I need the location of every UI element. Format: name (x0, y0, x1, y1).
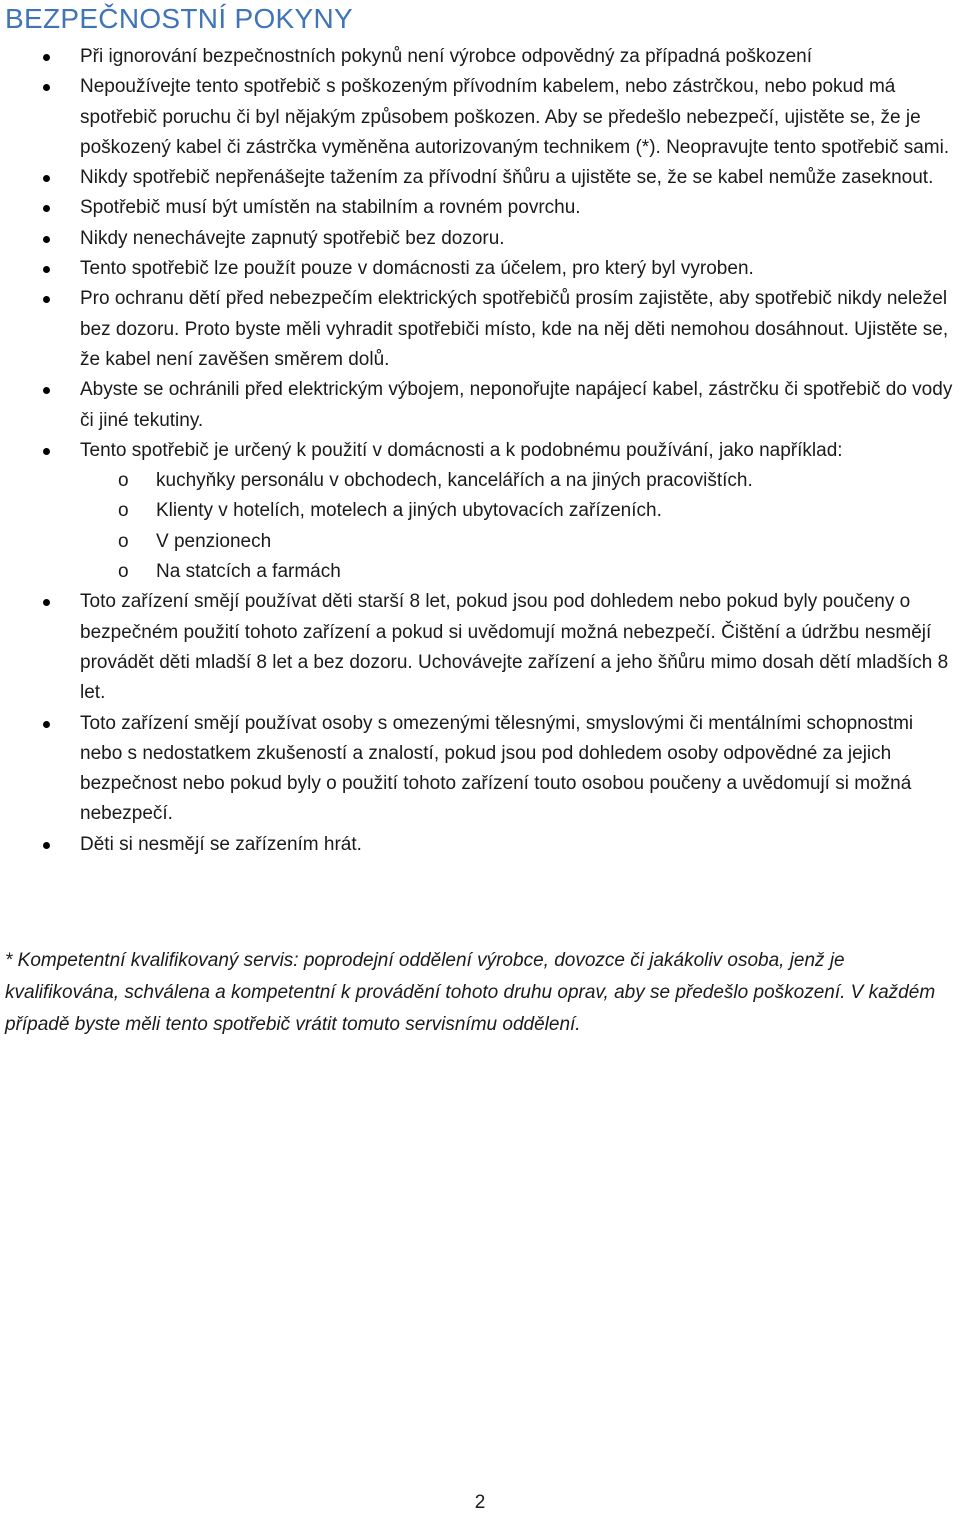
list-item-text: Pro ochranu dětí před nebezpečím elektrických spotřebičů prosím zajistěte, aby spotřebič nikdy neležel bez dozoru. Proto byste měli vyhradit spotřebiči místo, kde na něj děti nemohou dosáhnout. Ujistěte se, že kabel není zavěšen směrem dolů. (80, 288, 949, 370)
bullet-icon (43, 205, 50, 212)
usage-examples-sublist (80, 466, 956, 587)
page-title: BEZPEČNOSTNÍ POKYNY (5, 3, 353, 34)
list-item (0, 193, 960, 223)
sublist-item (80, 557, 956, 587)
bullet-icon (43, 448, 50, 455)
sublist-item-text: Klienty v hotelích, motelech a jiných ubytovacích zařízeních. (156, 500, 662, 522)
list-item-text: Tento spotřebič je určený k použití v domácnosti a k podobnému používání, jako například: (80, 439, 843, 461)
list-item-text: Toto zařízení smějí používat děti starší 8 let, pokud jsou pod dohledem nebo pokud byly poučeny o bezpečném použití tohoto zařízení a pokud si uvědomují možná nebezpečí. Čištění a údržbu nesmějí provádět děti mladší 8 let a bez dozoru. Uchovávejte zařízení a jeho šňůru mimo dosah dětí mladších 8 let. (80, 591, 949, 704)
circle-bullet-icon: o (118, 470, 129, 492)
sublist-item-text: Na statcích a farmách (156, 561, 341, 583)
sublist-item-text: V penzionech (156, 530, 272, 552)
bullet-icon (43, 175, 50, 182)
list-item-text: Toto zařízení smějí používat osoby s omezenými tělesnými, smyslovými či mentálními schopnostmi nebo s nedostatkem zkušeností a znalostí, pokud jsou pod dohledem osoby odpovědné za jejich bezpečnost nebo pokud byly o použití tohoto zařízení touto osobou poučeny a uvědomují si možná nebezpečí. (80, 712, 914, 825)
page-number: 2 (474, 1492, 486, 1513)
sublist-item (80, 527, 956, 557)
list-item (0, 830, 960, 860)
list-item (0, 163, 960, 193)
bullet-icon (43, 842, 50, 849)
list-item-text: Tento spotřebič lze použít pouze v domácnosti za účelem, pro který byl vyroben. (80, 258, 754, 280)
list-item-text: Nikdy spotřebič nepřenášejte tažením za přívodní šňůru a ujistěte se, že se kabel nemůže zaseknout. (80, 167, 934, 189)
bullet-icon (43, 387, 50, 394)
list-item (0, 587, 960, 708)
list-item (0, 709, 960, 830)
list-item (0, 375, 960, 436)
bullet-icon (43, 721, 50, 728)
bullet-icon (43, 54, 50, 61)
list-item-text: Děti si nesmějí se zařízením hrát. (80, 833, 362, 855)
list-item-text: Abyste se ochránili před elektrickým výbojem, neponořujte napájecí kabel, zástrčku či spotřebič do vody či jiné tekutiny. (80, 379, 953, 431)
circle-bullet-icon: o (118, 530, 129, 552)
sublist-item-text: kuchyňky personálu v obchodech, kancelářích a na jiných pracovištích. (156, 470, 753, 492)
list-item (0, 42, 960, 72)
bullet-icon (43, 599, 50, 606)
bullet-icon (43, 266, 50, 273)
list-item (0, 72, 960, 163)
bullet-icon (43, 296, 50, 303)
safety-instructions-list (0, 42, 960, 860)
bullet-icon (43, 84, 50, 91)
list-item-text: Při ignorování bezpečnostních pokynů není výrobce odpovědný za případná poškození (80, 46, 812, 67)
list-item (0, 284, 960, 375)
sublist-item (80, 466, 956, 496)
list-item (0, 224, 960, 254)
circle-bullet-icon: o (118, 500, 129, 522)
list-item-text: Spotřebič musí být umístěn na stabilním a rovném povrchu. (80, 197, 581, 219)
sublist-item (80, 496, 956, 526)
list-item-text: Nepoužívejte tento spotřebič s poškozeným přívodním kabelem, nebo zástrčkou, nebo pokud má spotřebič poruchu či byl nějakým způsobem poškozen. Aby se předešlo nebezpečí, ujistěte se, že je poškozený kabel či zástrčka vyměněna autorizovaným technikem (*). Neopravujte tento spotřebič sami. (80, 76, 950, 158)
list-item-text: Nikdy nenechávejte zapnutý spotřebič bez dozoru. (80, 227, 505, 249)
circle-bullet-icon: o (118, 561, 129, 583)
bullet-icon (43, 236, 50, 243)
list-item (0, 254, 960, 284)
service-footnote: * Kompetentní kvalifikovaný servis: poprodejní oddělení výrobce, dovozce či jakákoliv osoba, jenž je kvalifikována, schválena a kompetentní k provádění tohoto druhu oprav, aby se předešlo poškození. V každém případě byste měli tento spotřebič vrátit tomuto servisnímu oddělení. (5, 950, 936, 1035)
list-item (0, 436, 960, 587)
